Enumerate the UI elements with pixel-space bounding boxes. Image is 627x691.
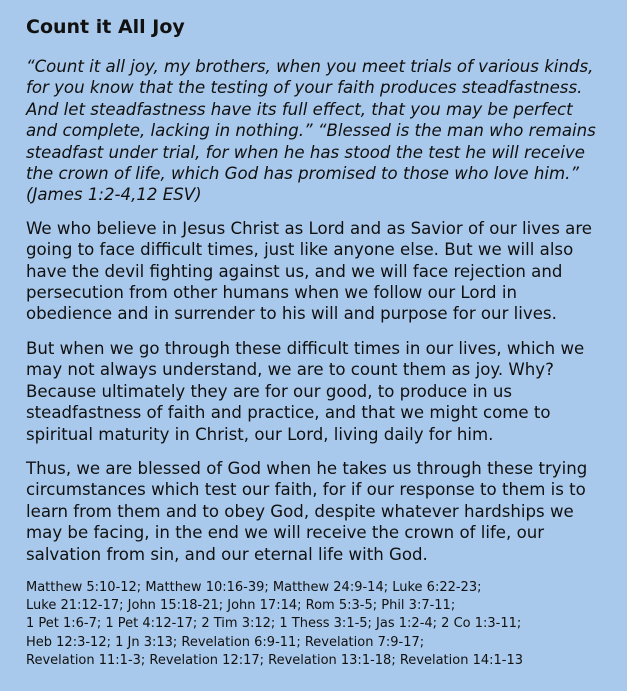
scripture-quote: “Count it all joy, my brothers, when you meet trials of various kinds, for you know that the testing of your faith produces steadfastness. And let steadfastness have its full effect, that you may be perfect and complete, lacking in nothing.” “Blessed is the man who remains steadfast under trial, for when he has stood the test he will receive the crown of life, which God has promised to those who love him.” (James 1:2-4,12 ESV) [26,57,596,205]
scripture-references [26,579,607,670]
reference-line: Luke 21:12-17; John 15:18-21; John 17:14; Rom 5:3-5; Phil 3:7-11; [26,598,456,614]
paragraph-1: We who believe in Jesus Christ as Lord and as Savior of our lives are going to face difficult times, just like anyone else. But we will also have the devil fighting against us, and we will face rejection and persecution from other humans when we follow our Lord in obedience and in surrender to his will and purpose for our lives. [26,218,592,324]
reference-line: Revelation 11:1-3; Revelation 12:17; Revelation 13:1-18; Revelation 14:1-13 [26,652,524,668]
page-title: Count it All Joy [26,16,185,38]
reference-line: Matthew 5:10-12; Matthew 10:16-39; Matthew 24:9-14; Luke 6:22-23; [26,579,482,595]
paragraph-3: Thus, we are blessed of God when he takes us through these trying circumstances which test our faith, for if our response to them is to learn from them and to obey God, despite whatever hardships we may be facing, in the end we will receive the crown of life, our salvation from sin, and our eternal life with God. [26,458,588,564]
paragraph-2: But when we go through these difficult times in our lives, which we may not always understand, we are to count them as joy. Why? Because ultimately they are for our good, to produce in us steadfastness of faith and practice, and that we might come to spiritual maturity in Christ, our Lord, living daily for him. [26,338,585,444]
reference-line: Heb 12:3-12; 1 Jn 3:13; Revelation 6:9-11; Revelation 7:9-17; [26,634,425,650]
reference-line: 1 Pet 1:6-7; 1 Pet 4:12-17; 2 Tim 3:12; 1 Thess 3:1-5; Jas 1:2-4; 2 Co 1:3-11; [26,616,522,632]
